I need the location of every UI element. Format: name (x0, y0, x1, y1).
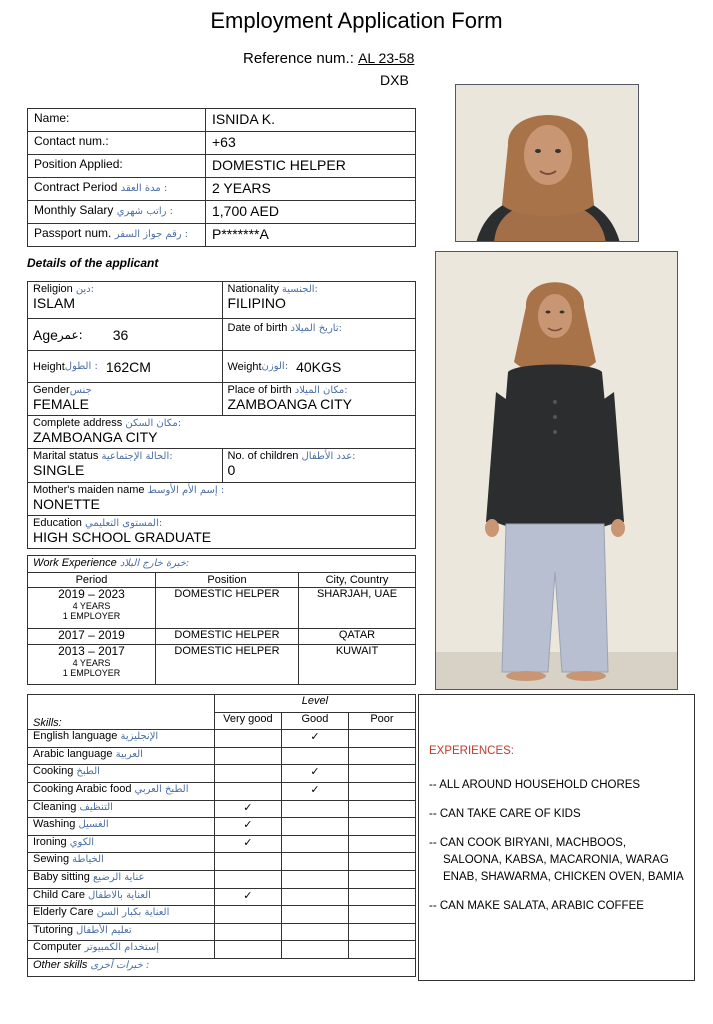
check-icon: ✓ (243, 836, 253, 849)
ref-label: Reference num.: (243, 50, 354, 67)
details-row (28, 449, 415, 483)
table-row (28, 573, 416, 588)
work-period: 2013 – 2017 (58, 644, 125, 658)
portrait-illustration (456, 85, 639, 242)
skill-name: English language (33, 730, 118, 743)
other-skills-label: Other skills (33, 958, 88, 971)
col-good: Good (281, 712, 348, 730)
marital-label: Marital status (33, 450, 99, 462)
pob-label-ar: مكان الميلاد: (294, 385, 348, 396)
experience-item: -- CAN COOK BIRYANI, MACHBOOS, SALOONA, KABSA, MACARONIA, WARAG ENAB, SHAWARMA, CHICKEN OVEN, BAMIA (429, 837, 684, 883)
gender-label: Gender (33, 384, 70, 396)
table-row (28, 888, 416, 906)
mother-label: Mother's maiden name (33, 484, 145, 496)
table-row (28, 782, 416, 800)
work-title-ar: خبرة خارج البلاد: (119, 558, 190, 569)
table-row (28, 765, 416, 783)
check-icon: ✓ (243, 889, 253, 902)
applicant-summary-table (27, 108, 416, 247)
details-row (28, 383, 415, 416)
address-value: ZAMBOANGA CITY (33, 429, 158, 445)
nationality-value: FILIPINO (227, 295, 286, 311)
nationality-label-ar: الجنسية: (281, 284, 318, 295)
age-value: 36 (112, 326, 129, 343)
check-icon: ✓ (310, 766, 320, 779)
passport-value: P*******A (206, 224, 416, 247)
col-city: City, Country (299, 573, 416, 588)
table-row (28, 818, 416, 836)
portrait-photo (455, 84, 639, 242)
religion-label-ar: دين: (75, 284, 95, 295)
skill-name-ar: عناية الرضيع (92, 871, 145, 883)
skill-name: Child Care (33, 888, 85, 901)
dob-cell (222, 319, 416, 350)
mother-cell (28, 483, 415, 515)
salary-label: Monthly Salary (34, 203, 114, 217)
skill-name: Sewing (33, 853, 70, 866)
mother-label-ar: إسم الأم الأوسط : (147, 485, 225, 496)
skills-table (27, 694, 416, 977)
address-cell (28, 416, 415, 448)
salary-label-ar: راتب شهري : (116, 206, 174, 217)
education-cell (28, 516, 415, 548)
skill-name-ar: التنظيف (79, 801, 113, 813)
work-place: SHARJAH, UAE (299, 588, 416, 629)
skill-name: Cleaning (33, 800, 77, 813)
children-cell (222, 449, 416, 482)
table-row (28, 870, 416, 888)
table-row (28, 941, 416, 959)
age-label-ar: عمر: (57, 327, 83, 342)
other-skills-label-ar: خبرات أخرى : (90, 959, 150, 971)
location-code: DXB (380, 72, 409, 88)
children-label: No. of children (227, 450, 299, 462)
pob-value: ZAMBOANGA CITY (227, 396, 352, 412)
skill-name: Arabic language (33, 747, 113, 760)
col-period: Period (28, 573, 156, 588)
children-label-ar: عدد الأطفال: (301, 451, 356, 462)
applicant-details (27, 281, 416, 549)
check-icon: ✓ (243, 819, 253, 832)
skill-name-ar: الإنجليزية (120, 731, 159, 743)
check-icon: ✓ (310, 783, 320, 796)
skill-name-ar: الطبخ العربي (134, 783, 189, 795)
details-row (28, 483, 415, 516)
position-label: Position Applied: (34, 157, 123, 171)
height-value: 162CM (105, 358, 151, 375)
skill-name: Baby sitting (33, 870, 90, 883)
gender-value: FEMALE (33, 396, 90, 412)
height-label: Height (33, 360, 65, 373)
experience-item: -- CAN TAKE CARE OF KIDS (429, 808, 581, 820)
table-row (28, 958, 416, 976)
table-row (28, 835, 416, 853)
work-position: DOMESTIC HELPER (156, 645, 299, 685)
full-body-illustration (436, 252, 678, 690)
nationality-label: Nationality (227, 283, 279, 295)
gender-label-ar: جنس (69, 385, 92, 396)
address-label-ar: مكان السكن: (125, 418, 182, 429)
skill-name-ar: الطبخ (76, 766, 100, 778)
dob-label-ar: تاريخ الميلاد: (290, 323, 342, 334)
religion-value: ISLAM (33, 295, 76, 311)
table-row (28, 695, 416, 713)
table-row (28, 556, 416, 573)
work-place: KUWAIT (299, 645, 416, 685)
skill-name: Washing (33, 818, 76, 831)
religion-label: Religion (33, 283, 73, 295)
experience-item: -- CAN MAKE SALATA, ARABIC COFFEE (429, 900, 644, 912)
level-label: Level (214, 695, 415, 713)
skill-name: Ironing (33, 835, 67, 848)
work-place: QATAR (299, 629, 416, 645)
work-position: DOMESTIC HELPER (156, 588, 299, 629)
work-title: Work Experience (33, 557, 117, 569)
table-row (28, 923, 416, 941)
skill-name-ar: الكوي (69, 836, 95, 848)
table-row (28, 853, 416, 871)
table-row (28, 109, 416, 132)
col-position: Position (156, 573, 299, 588)
contract-label-ar: مدة العقد : (120, 183, 168, 194)
name-value: ISNIDA K. (206, 109, 416, 132)
details-row (28, 516, 415, 548)
position-value: DOMESTIC HELPER (206, 155, 416, 178)
marital-cell (28, 449, 222, 482)
reference-number (243, 50, 414, 67)
skills-label: Skills: (28, 695, 215, 730)
skill-name: Elderly Care (33, 906, 94, 919)
work-experience-table (27, 555, 416, 685)
marital-value: SINGLE (33, 462, 85, 478)
check-icon: ✓ (243, 801, 253, 814)
skill-name-ar: العناية بالاطفال (88, 889, 151, 901)
experience-item: -- ALL AROUND HOUSEHOLD CHORES (429, 779, 641, 791)
gender-cell (28, 383, 222, 415)
contact-value: +63 (206, 132, 416, 155)
table-row (28, 730, 416, 748)
contract-value: 2 YEARS (206, 178, 416, 201)
skill-name: Computer (33, 941, 82, 954)
table-row (28, 178, 416, 201)
height-label-ar: الطول : (64, 361, 98, 372)
age-label: Age (33, 326, 58, 343)
skill-name: Cooking Arabic food (33, 782, 132, 795)
skill-name-ar: تعليم الأطفال (76, 924, 132, 936)
work-years: 4 YEARS (72, 658, 111, 668)
education-label: Education (33, 517, 82, 529)
work-employer: 1 EMPLOYER (62, 611, 121, 621)
salary-value: 1,700 AED (206, 201, 416, 224)
pob-label: Place of birth (227, 384, 292, 396)
col-poor: Poor (348, 712, 415, 730)
skill-name: Cooking (33, 765, 74, 778)
dob-label: Date of birth (227, 322, 288, 334)
contact-label: Contact num.: (34, 134, 109, 148)
details-row (28, 282, 415, 319)
col-very-good: Very good (214, 712, 281, 730)
table-row (28, 132, 416, 155)
skill-name-ar: الغسيل (78, 819, 109, 831)
work-employer: 1 EMPLOYER (62, 668, 121, 678)
weight-label: Weight (227, 360, 262, 373)
marital-label-ar: الحالة الإجتماعية: (101, 451, 173, 462)
details-row (28, 416, 415, 449)
work-period: 2019 – 2023 (58, 587, 125, 601)
weight-value: 40KGS (296, 358, 342, 375)
skill-name-ar: العربية (115, 748, 143, 760)
form-title: Employment Application Form (210, 8, 503, 33)
nationality-cell (222, 282, 416, 318)
experiences-title: EXPERIENCES: (429, 745, 514, 757)
contract-label: Contract Period (34, 180, 118, 194)
table-row (28, 155, 416, 178)
skill-name-ar: العناية بكبار السن (96, 907, 170, 919)
work-period: 2017 – 2019 (58, 628, 125, 642)
full-body-photo (435, 251, 678, 690)
table-row (28, 588, 416, 629)
experiences-box (418, 694, 695, 981)
weight-cell (222, 351, 416, 382)
address-label: Complete address (33, 417, 123, 429)
table-row (28, 629, 416, 645)
skill-name-ar: إستخدام الكمبيوتر (84, 942, 160, 954)
education-label-ar: المستوى التعليمي: (85, 518, 163, 529)
passport-label: Passport num. (34, 226, 112, 240)
age-cell (28, 319, 222, 350)
table-row (28, 906, 416, 924)
details-heading: Details of the applicant (27, 256, 159, 270)
table-row (28, 224, 416, 247)
work-position: DOMESTIC HELPER (156, 629, 299, 645)
work-years: 4 YEARS (72, 601, 111, 611)
passport-label-ar: رقم جواز السفر : (114, 229, 189, 240)
check-icon: ✓ (310, 731, 320, 744)
mother-value: NONETTE (33, 496, 100, 512)
details-row (28, 351, 415, 383)
table-row (28, 201, 416, 224)
table-row (28, 800, 416, 818)
education-value: HIGH SCHOOL GRADUATE (33, 529, 212, 545)
skill-name: Tutoring (33, 923, 73, 936)
skill-name-ar: الخياطة (72, 854, 104, 866)
height-cell (28, 351, 222, 382)
children-value: 0 (227, 462, 236, 478)
details-row (28, 319, 415, 351)
religion-cell (28, 282, 222, 318)
table-row (28, 747, 416, 765)
pob-cell (222, 383, 416, 415)
name-label: Name: (34, 111, 70, 125)
ref-value: AL 23-58 (358, 50, 415, 66)
table-row (28, 645, 416, 685)
weight-label-ar: الوزن: (261, 361, 289, 372)
